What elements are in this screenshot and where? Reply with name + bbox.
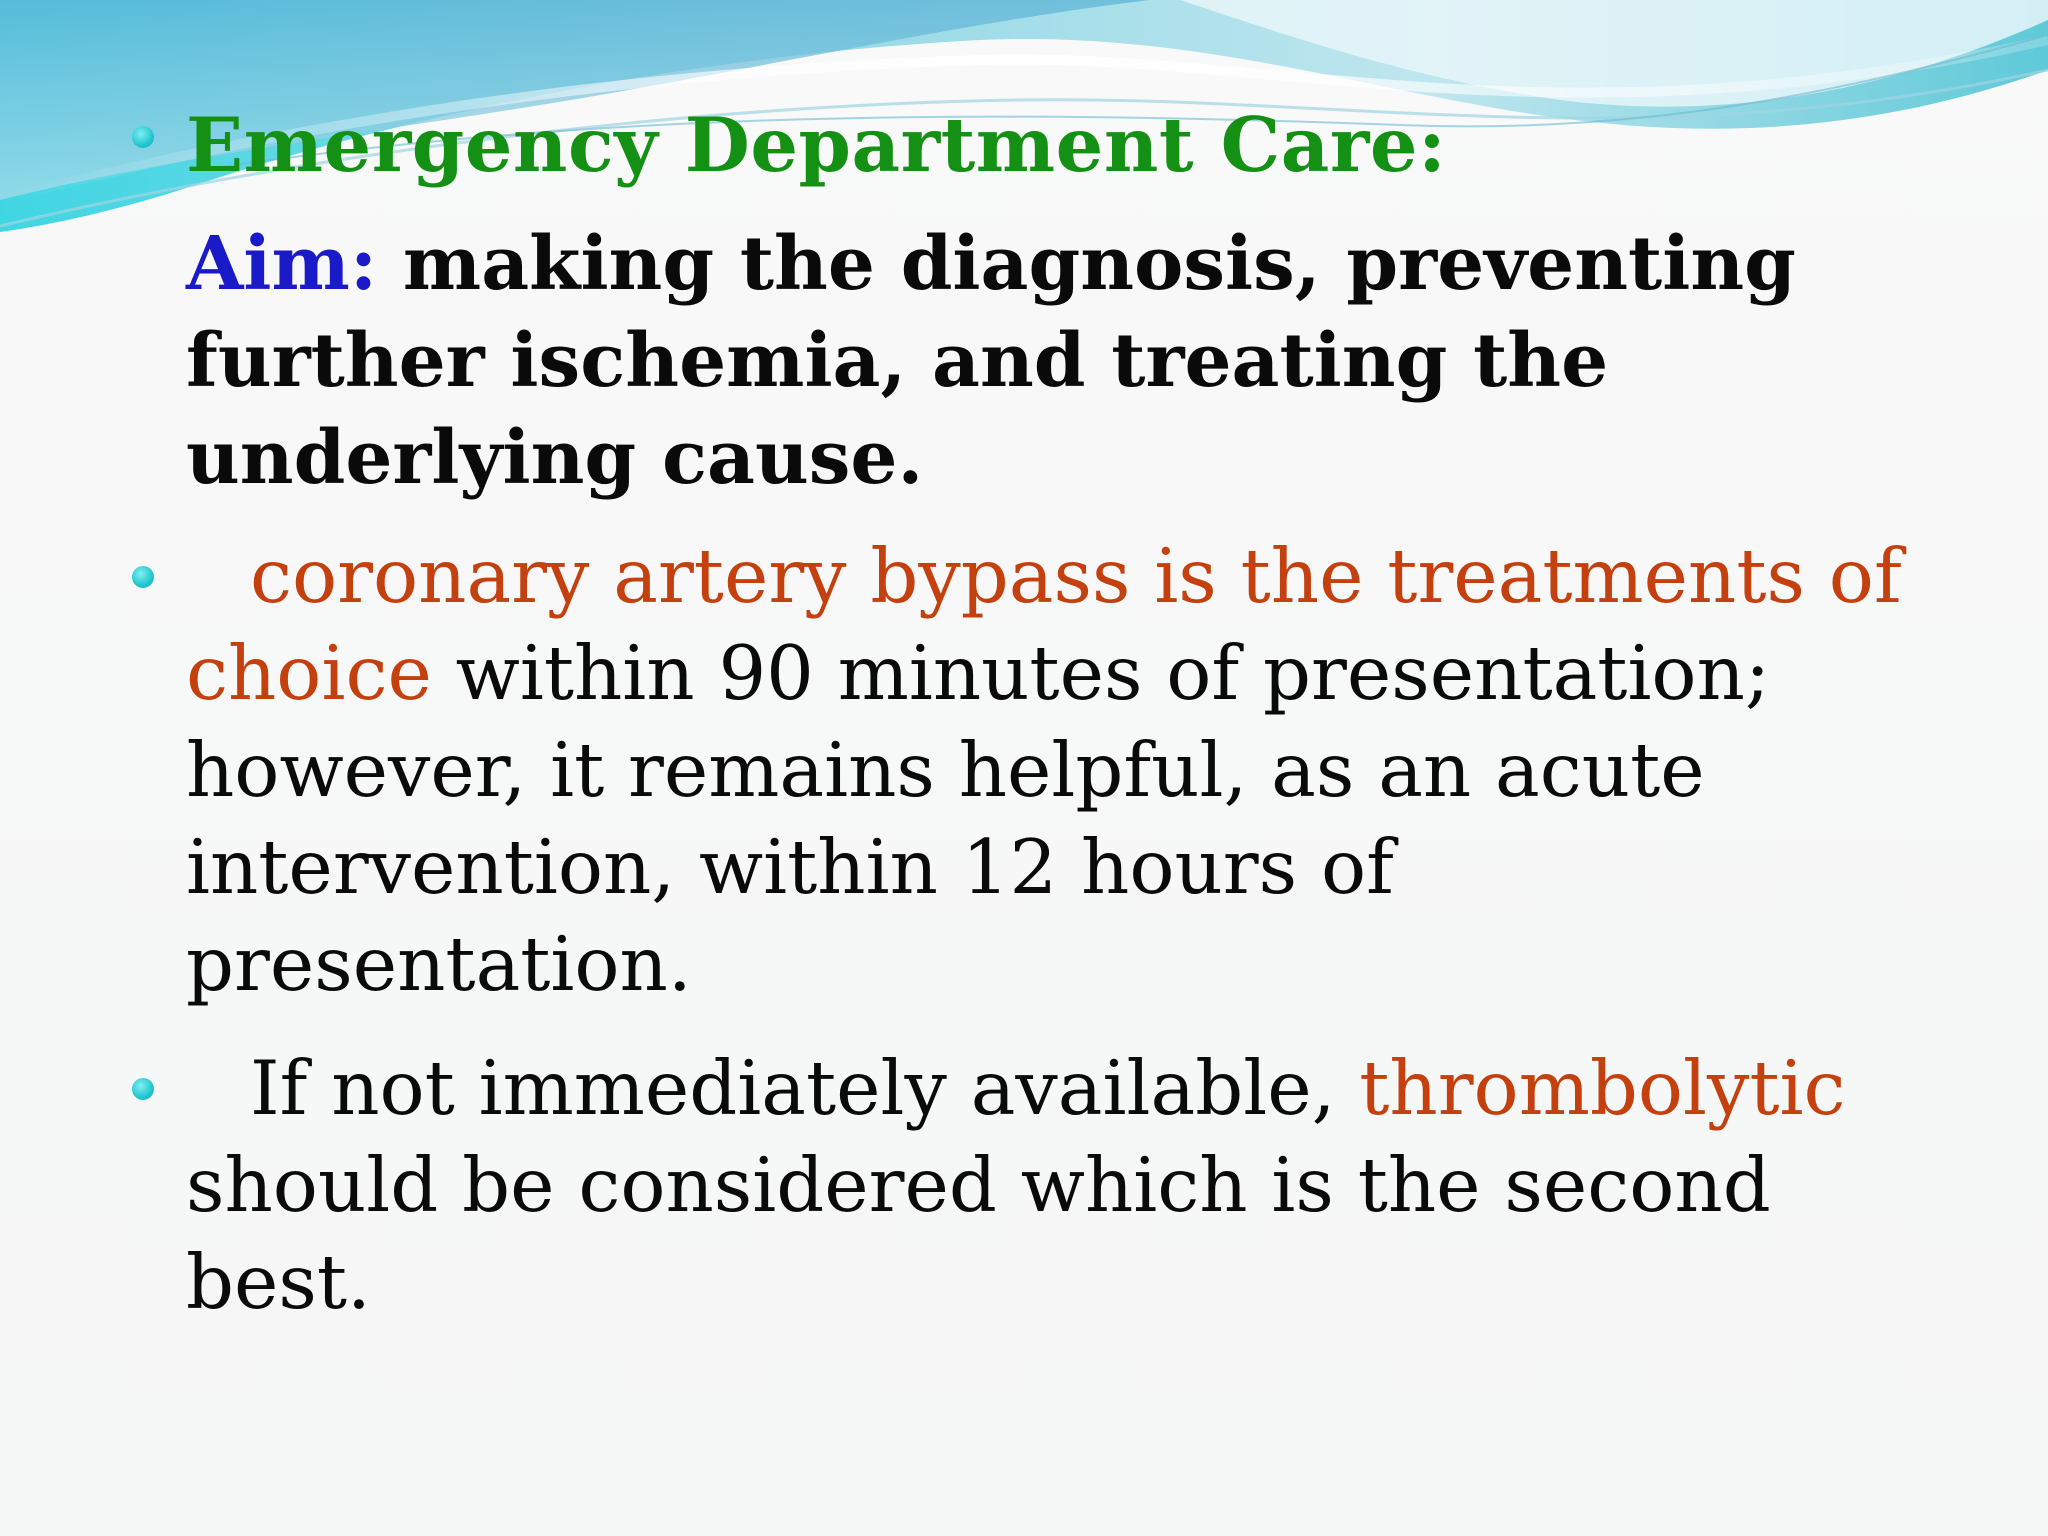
highlight-text: thrombolytic bbox=[1359, 1044, 1846, 1132]
point-bypass-line: however, it remains helpful, as an acute bbox=[186, 726, 1705, 814]
highlight-text: coronary artery bypass is the treatments of bbox=[250, 532, 1902, 620]
aim-line bbox=[186, 216, 1796, 313]
point-thrombolytic bbox=[186, 1040, 1845, 1331]
point-bypass-line bbox=[186, 625, 1902, 722]
bullet-icon bbox=[132, 566, 154, 588]
aim-text-line: underlying cause. bbox=[186, 415, 924, 501]
bullet-icon bbox=[132, 126, 154, 148]
highlight-text: choice bbox=[186, 629, 432, 717]
aim-label: Aim: bbox=[186, 221, 378, 307]
point-bypass bbox=[186, 528, 1902, 1013]
aim-text-line: making the diagnosis, preventing bbox=[402, 221, 1796, 307]
point-thrombolytic-line: should be considered which is the second bbox=[186, 1141, 1771, 1229]
point-bypass-line bbox=[186, 528, 1902, 625]
body-text: If not immediately available, bbox=[250, 1044, 1360, 1132]
point-thrombolytic-line bbox=[186, 1040, 1845, 1137]
point-bypass-line: intervention, within 12 hours of bbox=[186, 823, 1394, 911]
bullet-icon bbox=[132, 1078, 154, 1100]
point-thrombolytic-line: best. bbox=[186, 1238, 371, 1326]
aim-text-line: further ischemia, and treating the bbox=[186, 318, 1609, 404]
aim-block bbox=[186, 216, 1796, 507]
point-bypass-line: presentation. bbox=[186, 920, 692, 1008]
heading: Emergency Department Care: bbox=[186, 101, 1447, 189]
body-text: within 90 minutes of presentation; bbox=[431, 629, 1771, 717]
